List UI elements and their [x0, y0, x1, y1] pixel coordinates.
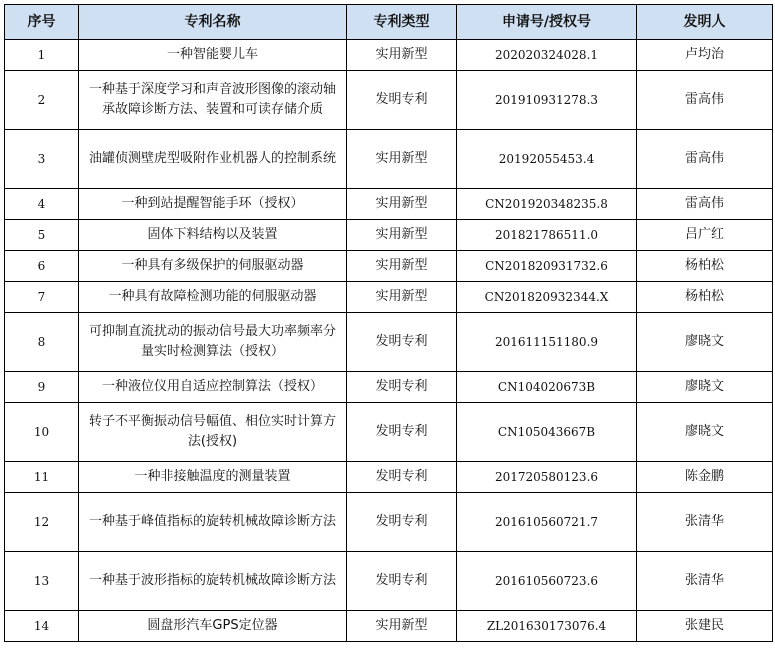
cell-patent-type: 实用新型 — [347, 220, 457, 251]
cell-inventor: 杨柏松 — [637, 282, 773, 313]
cell-inventor: 雷高伟 — [637, 71, 773, 130]
cell-inventor: 陈金鹏 — [637, 462, 773, 493]
cell-application-number: CN104020673B — [457, 372, 637, 403]
cell-application-number: 201720580123.6 — [457, 462, 637, 493]
table-row — [5, 462, 773, 493]
cell-patent-type: 发明专利 — [347, 462, 457, 493]
cell-serial: 13 — [5, 552, 79, 611]
cell-application-number: 201910931278.3 — [457, 71, 637, 130]
cell-serial: 3 — [5, 130, 79, 189]
cell-inventor: 雷高伟 — [637, 130, 773, 189]
cell-serial: 10 — [5, 403, 79, 462]
cell-patent-type: 发明专利 — [347, 313, 457, 372]
cell-application-number: 201821786511.0 — [457, 220, 637, 251]
cell-inventor: 廖晓文 — [637, 313, 773, 372]
cell-inventor: 雷高伟 — [637, 189, 773, 220]
table-row — [5, 251, 773, 282]
header-patent-type: 专利类型 — [347, 5, 457, 40]
table-row — [5, 40, 773, 71]
patent-table — [4, 4, 773, 642]
table-row — [5, 552, 773, 611]
cell-patent-name: 一种非接触温度的测量装置 — [79, 462, 347, 493]
cell-application-number: CN201820931732.6 — [457, 251, 637, 282]
cell-serial: 8 — [5, 313, 79, 372]
cell-inventor: 张清华 — [637, 493, 773, 552]
header-patent-name: 专利名称 — [79, 5, 347, 40]
cell-serial: 2 — [5, 71, 79, 130]
cell-patent-name: 一种到站提醒智能手环（授权） — [79, 189, 347, 220]
cell-application-number: 20192055453.4 — [457, 130, 637, 189]
cell-patent-name: 一种基于深度学习和声音波形图像的滚动轴承故障诊断方法、装置和可读存储介质 — [79, 71, 347, 130]
cell-patent-name: 一种基于峰值指标的旋转机械故障诊断方法 — [79, 493, 347, 552]
cell-patent-name: 固体下料结构以及装置 — [79, 220, 347, 251]
cell-application-number: 201611151180.9 — [457, 313, 637, 372]
cell-patent-name: 一种具有故障检测功能的伺服驱动器 — [79, 282, 347, 313]
cell-serial: 14 — [5, 611, 79, 642]
cell-application-number: ZL201630173076.4 — [457, 611, 637, 642]
cell-application-number: CN201920348235.8 — [457, 189, 637, 220]
cell-serial: 1 — [5, 40, 79, 71]
cell-inventor: 张建民 — [637, 611, 773, 642]
cell-serial: 12 — [5, 493, 79, 552]
table-row — [5, 611, 773, 642]
table-row — [5, 403, 773, 462]
cell-patent-name: 转子不平衡振动信号幅值、相位实时计算方法(授权) — [79, 403, 347, 462]
cell-patent-type: 发明专利 — [347, 493, 457, 552]
cell-serial: 11 — [5, 462, 79, 493]
cell-patent-type: 发明专利 — [347, 71, 457, 130]
cell-inventor: 吕广红 — [637, 220, 773, 251]
cell-patent-name: 圆盘形汽车GPS定位器 — [79, 611, 347, 642]
table-row — [5, 71, 773, 130]
cell-serial: 5 — [5, 220, 79, 251]
cell-inventor: 杨柏松 — [637, 251, 773, 282]
cell-inventor: 廖晓文 — [637, 403, 773, 462]
cell-inventor: 卢均治 — [637, 40, 773, 71]
cell-patent-name: 油罐侦测壁虎型吸附作业机器人的控制系统 — [79, 130, 347, 189]
cell-application-number: CN201820932344.X — [457, 282, 637, 313]
cell-serial: 7 — [5, 282, 79, 313]
patent-table-container — [4, 4, 772, 642]
cell-application-number: 202020324028.1 — [457, 40, 637, 71]
cell-patent-name: 一种具有多级保护的伺服驱动器 — [79, 251, 347, 282]
table-row — [5, 313, 773, 372]
cell-application-number: 201610560723.6 — [457, 552, 637, 611]
header-inventor: 发明人 — [637, 5, 773, 40]
table-row — [5, 130, 773, 189]
cell-patent-type: 实用新型 — [347, 40, 457, 71]
table-row — [5, 282, 773, 313]
table-header-row — [5, 5, 773, 40]
cell-patent-type: 实用新型 — [347, 611, 457, 642]
table-row — [5, 189, 773, 220]
header-serial: 序号 — [5, 5, 79, 40]
cell-application-number: 201610560721.7 — [457, 493, 637, 552]
cell-patent-name: 一种智能婴儿车 — [79, 40, 347, 71]
cell-patent-type: 实用新型 — [347, 251, 457, 282]
cell-patent-name: 一种基于波形指标的旋转机械故障诊断方法 — [79, 552, 347, 611]
cell-application-number: CN105043667B — [457, 403, 637, 462]
cell-patent-name: 可抑制直流扰动的振动信号最大功率频率分量实时检测算法（授权） — [79, 313, 347, 372]
cell-patent-name: 一种液位仪用自适应控制算法（授权） — [79, 372, 347, 403]
cell-patent-type: 发明专利 — [347, 552, 457, 611]
cell-patent-type: 发明专利 — [347, 403, 457, 462]
cell-patent-type: 发明专利 — [347, 372, 457, 403]
cell-patent-type: 实用新型 — [347, 282, 457, 313]
header-application-number: 申请号/授权号 — [457, 5, 637, 40]
cell-serial: 4 — [5, 189, 79, 220]
table-row — [5, 372, 773, 403]
cell-patent-type: 实用新型 — [347, 189, 457, 220]
cell-serial: 6 — [5, 251, 79, 282]
cell-inventor: 张清华 — [637, 552, 773, 611]
table-row — [5, 220, 773, 251]
cell-patent-type: 实用新型 — [347, 130, 457, 189]
cell-serial: 9 — [5, 372, 79, 403]
table-row — [5, 493, 773, 552]
cell-inventor: 廖晓文 — [637, 372, 773, 403]
